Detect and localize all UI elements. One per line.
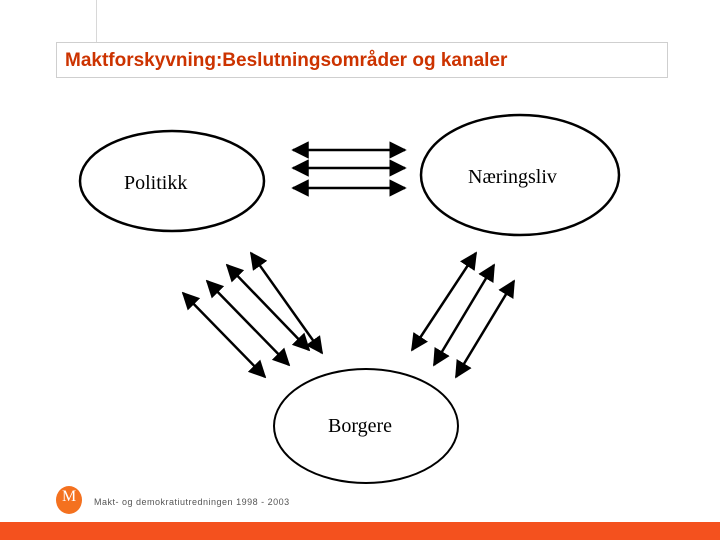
node-politikk <box>80 131 264 231</box>
node-naeringsliv <box>421 115 619 235</box>
edge-naeringsliv-borgere <box>412 253 514 377</box>
node-borgere-label: Borgere <box>328 415 393 437</box>
footer-bar <box>0 522 720 540</box>
node-borgere <box>274 369 458 483</box>
logo-icon <box>56 486 82 514</box>
node-politikk-label: Politikk <box>124 172 188 194</box>
page-title: Maktforskyvning:Beslutningsområder og kanaler <box>65 50 508 71</box>
edge-politikk-naeringsliv <box>293 150 405 188</box>
edge-politikk-borgere <box>183 253 322 377</box>
arrow-nb-2 <box>434 265 494 365</box>
footer-text: Makt- og demokratiutredningen 1998 - 2003 <box>94 497 290 507</box>
logo-letter: M <box>62 488 77 505</box>
node-naeringsliv-label: Næringsliv <box>468 166 557 188</box>
arrow-pb-1 <box>183 293 265 377</box>
arrow-pb-2 <box>207 281 289 365</box>
arrow-nb-1 <box>412 253 476 350</box>
arrow-nb-3 <box>456 281 514 377</box>
